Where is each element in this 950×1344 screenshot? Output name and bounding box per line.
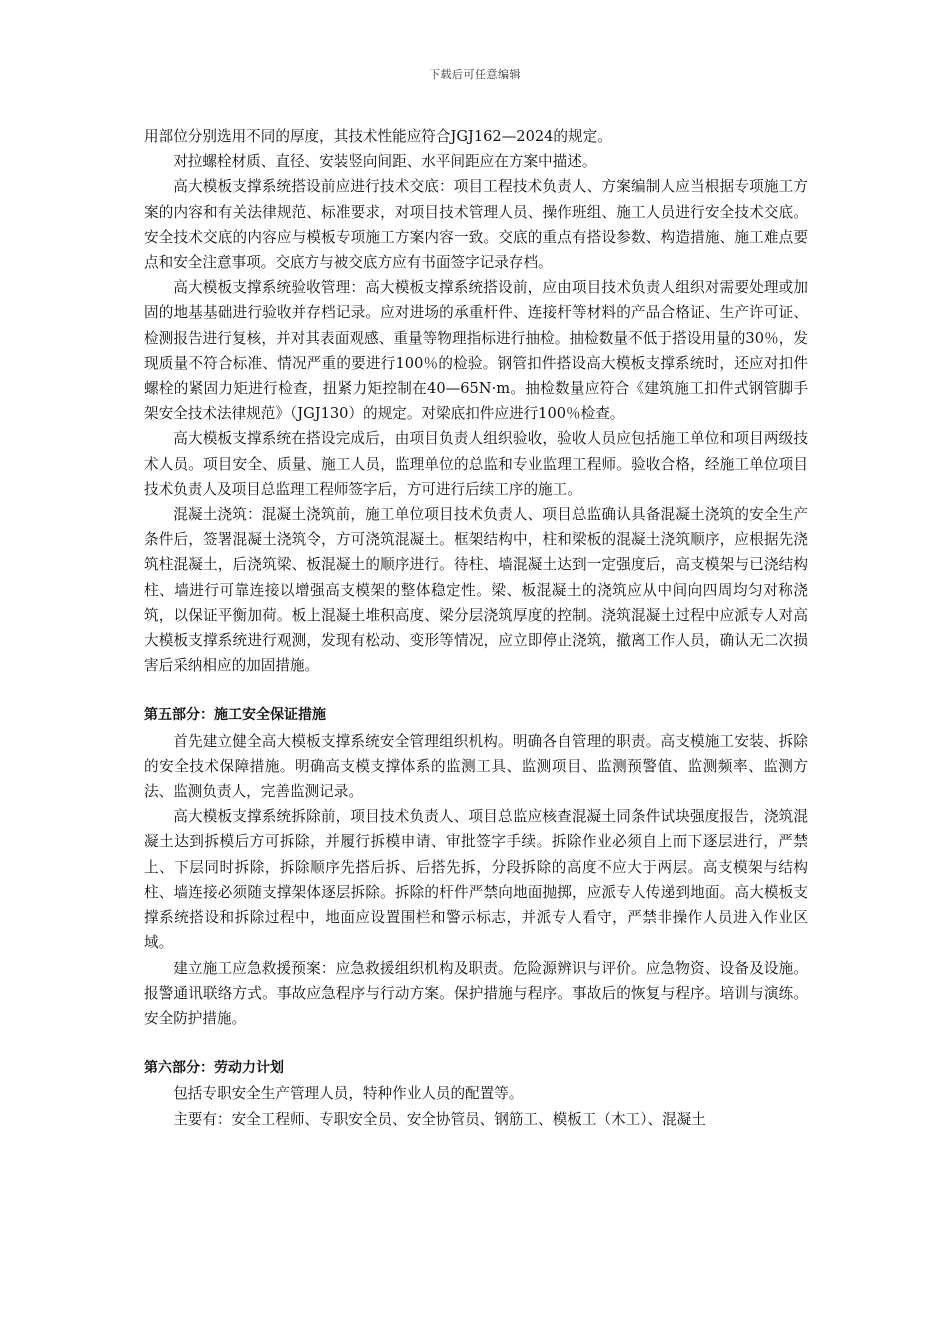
paragraph-technical-disclosure: 高大模板支撑系统搭设前应进行技术交底：项目工程技术负责人、方案编制人应当根据专项施工方案的内容和有关法律规范、标准要求，对项目技术管理人员、操作班组、施工人员进行安全技术交底。安全技术交底的内容应与模板专项施工方案内容一致。交底的重点有搭设参数、构造措施、施工难点要点和安全注意事项。交底方与被交底方应有书面签字记录存档。: [144, 178, 808, 272]
section-title-labor-plan: 第六部分：劳动力计划: [144, 1060, 284, 1077]
page-header: 下载后可任意编辑: [429, 68, 521, 81]
section-title-safety-measures: 第五部分：施工安全保证措施: [144, 707, 326, 724]
paragraph-bolts: 对拉螺栓材质、直径、安装竖向间距、水平间距应在方案中描述。: [173, 153, 597, 171]
paragraph-emergency-plan: 建立施工应急救援预案：应急救援组织机构及职责。危险源辨识与评价。应急物资、设备及设施。报警通讯联络方式。事故应急程序与行动方案。保护措施与程序。事故后的恢复与程序。培训与演练。安全防护措施。: [144, 959, 808, 1027]
paragraph-safety-organization: 首先建立健全高大模板支撑系统安全管理组织机构。明确各自管理的职责。高支模施工安装、拆除的安全技术保障措施。明确高支模支撑体系的监测工具、监测项目、监测预警值、监测频率、监测方法、监测负责人，完善监测记录。: [144, 732, 808, 801]
document-body: [144, 124, 808, 1132]
paragraph-concrete-pouring: 混凝土浇筑：混凝土浇筑前，施工单位项目技术负责人、项目总监确认具备混凝土浇筑的安全生产条件后，签署混凝土浇筑令，方可浇筑混凝土。框架结构中，柱和梁板的混凝土浇筑顺序，应根据先浇筑柱混凝土，后浇筑梁、板混凝土的顺序进行。待柱、墙混凝土达到一定强度后，高支模架与已浇结构柱、墙进行可靠连接以增强高支模架的整体稳定性。梁、板混凝土的浇筑应从中间向四周均匀对称浇筑，以保证平衡加荷。板上混凝土堆积高度、梁分层浇筑厚度的控制。浇筑混凝土过程中应派专人对高大模板支撑系统进行观测，发现有松动、变形等情况，应立即停止浇筑，撤离工作人员，确认无二次损害后采纳相应的加固措施。: [144, 506, 808, 675]
paragraph-dismantling: 高大模板支撑系统拆除前，项目技术负责人、项目总监应核查混凝土同条件试块强度报告，浇筑混凝土达到拆模后方可拆除，并履行拆模申请、审批签字手续。拆除作业必须自上而下逐层进行，严禁上、下层同时拆除，拆除顺序先搭后拆、后搭先拆，分段拆除的高度不应大于两层。高支模架与结构柱、墙连接必须随支撑架体逐层拆除。拆除的杆件严禁向地面抛掷，应派专人传递到地面。高大模板支撑系统搭设和拆除过程中，地面应设置围栏和警示标志，并派专人看守，严禁非操作人员进入作业区域。: [144, 808, 808, 952]
paragraph-acceptance-management: 高大模板支撑系统验收管理：高大模板支撑系统搭设前，应由项目技术负责人组织对需要处理或加固的地基基础进行验收并存档记录。应对进场的承重杆件、连接杆等材料的产品合格证、生产许可证、检测报告进行复核，并对其表面观感、重量等物理指标进行抽检。抽检数量不低于搭设用量的30％，发现质量不符合标准、情况严重的要进行100％的检验。钢管扣件搭设高大模板支撑系统时，还应对扣件螺栓的紧固力矩进行检查，扭紧力矩控制在40—65N·m。抽检数量应符合《建筑施工扣件式钢管脚手架安全技术法律规范》（JGJ130）的规定。对梁底扣件应进行100％检查。: [144, 279, 808, 423]
paragraph-labor-main: 主要有：安全工程师、专职安全员、安全协管员、钢筋工、模板工（木工）、混凝土: [173, 1110, 706, 1128]
paragraph-acceptance-after-erection: 高大模板支撑系统在搭设完成后，由项目负责人组织验收，验收人员应包括施工单位和项目两级技术人员。项目安全、质量、施工人员，监理单位的总监和专业监理工程师。验收合格，经施工单位项目技术负责人及项目总监理工程师签字后，方可进行后续工序的施工。: [144, 430, 808, 498]
paragraph-continued: 用部位分别选用不同的厚度，其技术性能应符合JGJ162—2024的规定。: [144, 128, 612, 145]
paragraph-labor-include: 包括专职安全生产管理人员，特种作业人员的配置等。: [173, 1085, 524, 1103]
